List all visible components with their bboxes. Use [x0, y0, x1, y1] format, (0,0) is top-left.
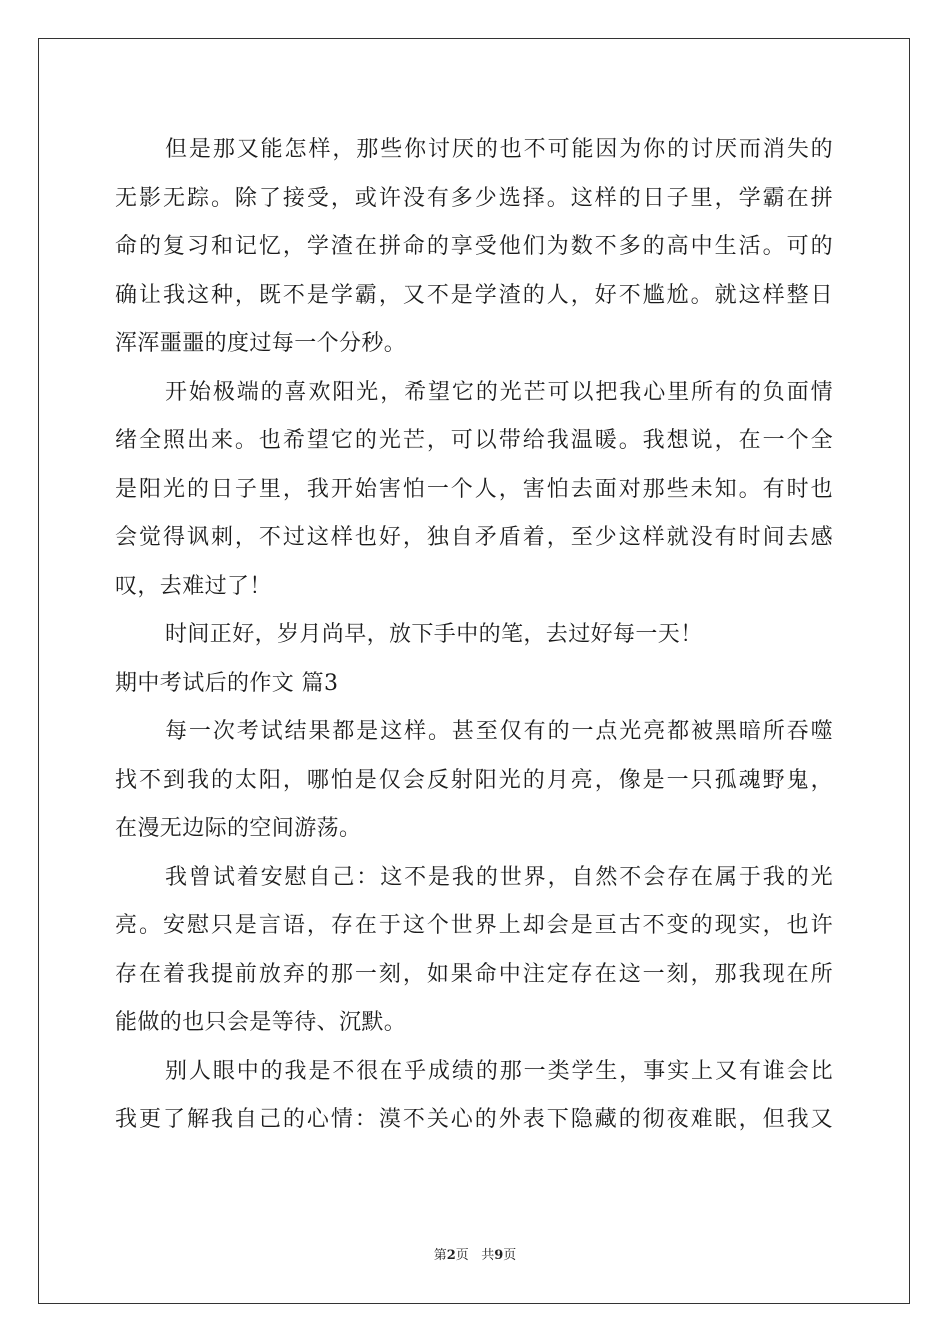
text-line: 会觉得讽刺，不过这样也好，独自矛盾着，至少这样就没有时间去感: [115, 525, 833, 550]
text-line: 叹，去难过了！: [115, 573, 272, 599]
text-line: 我曾试着安慰自己：这不是我的世界，自然不会存在属于我的光: [165, 864, 833, 890]
text-line: 别人眼中的我是不很在乎成绩的那一类学生，事实上又有谁会比: [165, 1058, 833, 1084]
text-line: 无影无踪。除了接受，或许没有多少选择。这样的日子里，学霸在拼: [115, 185, 833, 211]
text-line: 浑浑噩噩的度过每一个分秒。: [115, 331, 407, 356]
text-line: 确让我这种，既不是学霸，又不是学渣的人，好不尴尬。就这样整日: [115, 282, 833, 308]
page-footer: [0, 1244, 950, 1263]
text-line: 命的复习和记忆，学渣在拼命的享受他们为数不多的高中生活。可的: [115, 234, 833, 259]
text-line: 期中考试后的作文 篇3: [115, 670, 339, 696]
page-suffix: 页: [455, 1248, 469, 1263]
total-suffix: 页: [503, 1248, 517, 1263]
text-line: 开始极端的喜欢阳光，希望它的光芒可以把我心里所有的负面情: [165, 379, 833, 405]
text-line: 绪全照出来。也希望它的光芒，可以带给我温暖。我想说，在一个全: [115, 428, 833, 453]
text-line: 亮。安慰只是言语，存在于这个世界上却会是亘古不变的现实，也许: [115, 913, 833, 938]
page-number: 2: [446, 1248, 456, 1263]
text-line: 但是那又能怎样，那些你讨厌的也不可能因为你的讨厌而消失的: [165, 137, 833, 162]
document-body: [115, 126, 833, 1145]
page-prefix: 第: [433, 1248, 447, 1263]
text-line: 能做的也只会是等待、沉默。: [115, 1010, 407, 1035]
text-line: 每一次考试结果都是这样。甚至仅有的一点光亮都被黑暗所吞噬: [165, 719, 833, 744]
text-line: 时间正好，岁月尚早，放下手中的笔，去过好每一天！: [165, 622, 703, 647]
text-line: 是阳光的日子里，我开始害怕一个人，害怕去面对那些未知。有时也: [115, 476, 833, 502]
text-line: 在漫无边际的空间游荡。: [115, 816, 362, 841]
text-line: 存在着我提前放弃的那一刻，如果命中注定存在这一刻，那我现在所: [115, 961, 833, 987]
total-prefix: 共: [481, 1248, 495, 1263]
total-pages: 9: [494, 1248, 504, 1263]
text-line: 找不到我的太阳，哪怕是仅会反射阳光的月亮，像是一只孤魂野鬼，: [115, 767, 833, 793]
text-line: 我更了解我自己的心情：漠不关心的外表下隐藏的彻夜难眠，但我又: [115, 1107, 833, 1132]
